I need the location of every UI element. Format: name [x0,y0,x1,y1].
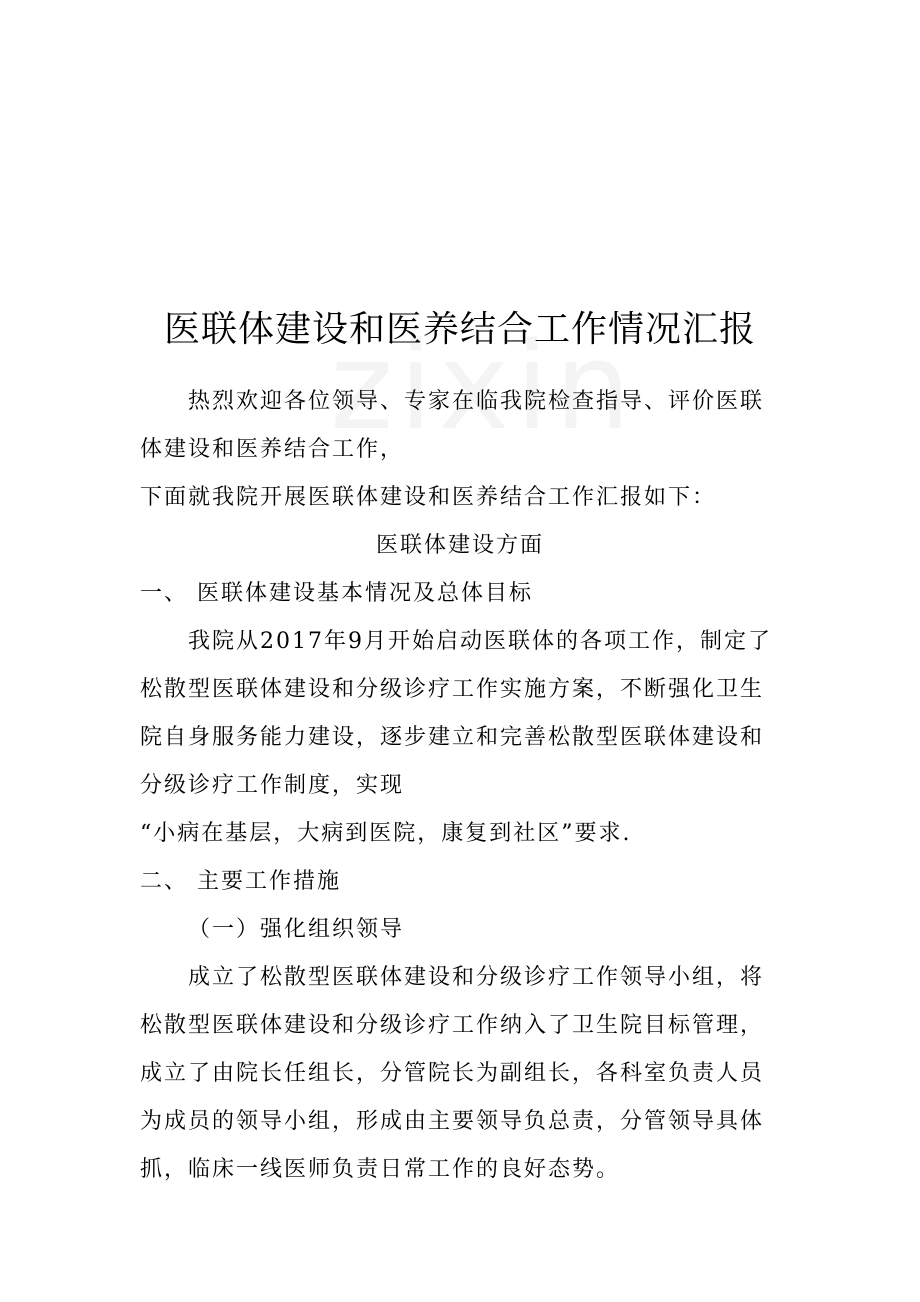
heading-two: 二、 主要工作措施 [140,869,341,894]
section-title: 医联体建设方面 [375,533,544,558]
sub-heading-one: （一）强化组织领导 [188,917,405,942]
paragraph-one: 我院从2017年9月开始启动医联体的各项工作，制定了松散型医联体建设和分级诊疗工作实施方案，不断强化卫生院自身服务能力建设，逐步建立和完善松散型医联体建设和分级诊疗工作制度，实现 [140,629,772,798]
paragraph-two: 成立了松散型医联体建设和分级诊疗工作领导小组，将松散型医联体建设和分级诊疗工作纳入了卫生院目标管理，成立了由院长任组长，分管院长为副组长，各科室负责人员为成员的领导小组，形成由主要领导负总责，分管领导具体抓，临床一线医师负责日常工作的良好态势。 [140,965,765,1182]
heading-one: 一、 医联体建设基本情况及总体目标 [140,581,533,606]
welcome-paragraph: 热烈欢迎各位领导、专家在临我院检查指导、评价医联体建设和医养结合工作， [140,389,765,462]
paragraph-one-quote: “小病在基层，大病到医院，康复到社区”要求. [140,821,632,846]
intro-paragraph: 下面就我院开展医联体建设和医养结合工作汇报如下： [140,485,717,510]
document-body [140,378,780,1194]
document-title: 医联体建设和医养结合工作情况汇报 [163,309,756,350]
